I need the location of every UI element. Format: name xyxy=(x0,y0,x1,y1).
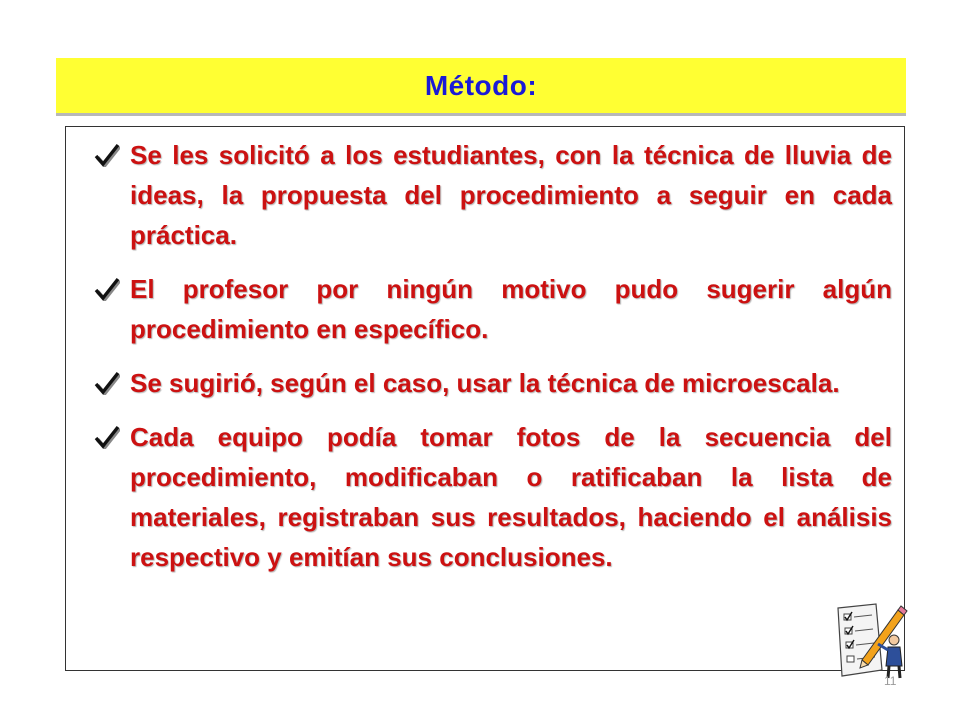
content-box xyxy=(65,126,905,671)
slide-title: Método: xyxy=(424,69,538,101)
checkmark-icon xyxy=(94,371,120,395)
slide-number: 11 xyxy=(884,674,897,688)
bullet-item xyxy=(66,135,892,255)
clipboard-checklist-icon xyxy=(832,600,910,682)
bullet-item xyxy=(66,363,892,403)
checkmark-icon xyxy=(94,425,120,449)
bullet-text: Cada equipo podía tomar fotos de la secuencia del procedimiento, modificaban o ratificaban la lista de materiales, registraban sus resultados, haciendo el análisis respectivo y emitían sus conclusiones. xyxy=(130,422,892,572)
bullet-text: Se sugirió, según el caso, usar la técnica de microescala. xyxy=(130,368,840,398)
bullet-item xyxy=(66,269,892,349)
bullet-text: El profesor por ningún motivo pudo sugerir algún procedimiento en específico. xyxy=(130,274,892,344)
checkmark-icon xyxy=(94,277,120,301)
bullet-text: Se les solicitó a los estudiantes, con la técnica de lluvia de ideas, la propuesta del procedimiento a seguir en cada práctica. xyxy=(130,140,892,250)
checkmark-icon xyxy=(94,143,120,167)
title-bar xyxy=(56,58,906,116)
bullet-item xyxy=(66,417,892,577)
bullet-list xyxy=(66,127,904,577)
